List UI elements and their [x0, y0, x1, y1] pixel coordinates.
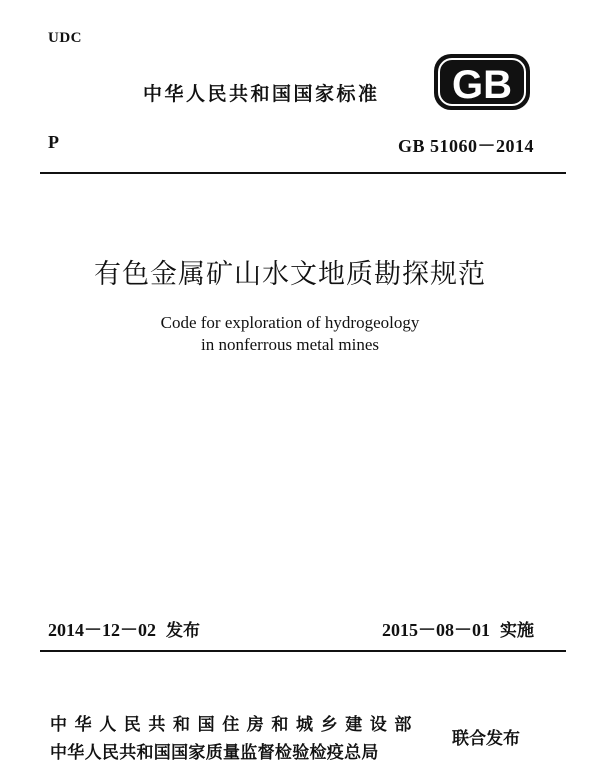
gb-logo-text: GB [452, 63, 512, 107]
top-divider [40, 172, 566, 174]
title-english-line-1: Code for exploration of hydrogeology [160, 313, 420, 332]
national-standard-heading: 中华人民共和国国家标准 [143, 83, 380, 105]
issue-date: 2014－12－02 [48, 620, 156, 640]
title-english-line-2: in nonferrous metal mines [201, 335, 379, 354]
standard-number: GB 51060－2014 [397, 136, 534, 156]
title-chinese: 有色金属矿山水文地质勘探规范 [94, 259, 486, 290]
implementation-date-block [382, 616, 534, 642]
title-english [0, 312, 580, 356]
bottom-divider [40, 650, 566, 652]
udc-label: UDC [48, 30, 82, 46]
implementation-date: 2015－08－01 [382, 620, 490, 640]
category-code: P [48, 132, 59, 152]
issue-label: 发布 [166, 621, 200, 641]
issue-date-block [48, 616, 200, 642]
issuer-aqsiq: 中华人民共和国国家质量监督检验检疫总局 [50, 743, 379, 763]
implementation-label: 实施 [500, 621, 534, 641]
gb-logo [432, 52, 532, 112]
issuer-ministry-housing: 中华人民共和国住房和城乡建设部 [50, 715, 419, 735]
joint-issue-label: 联合发布 [452, 729, 520, 749]
